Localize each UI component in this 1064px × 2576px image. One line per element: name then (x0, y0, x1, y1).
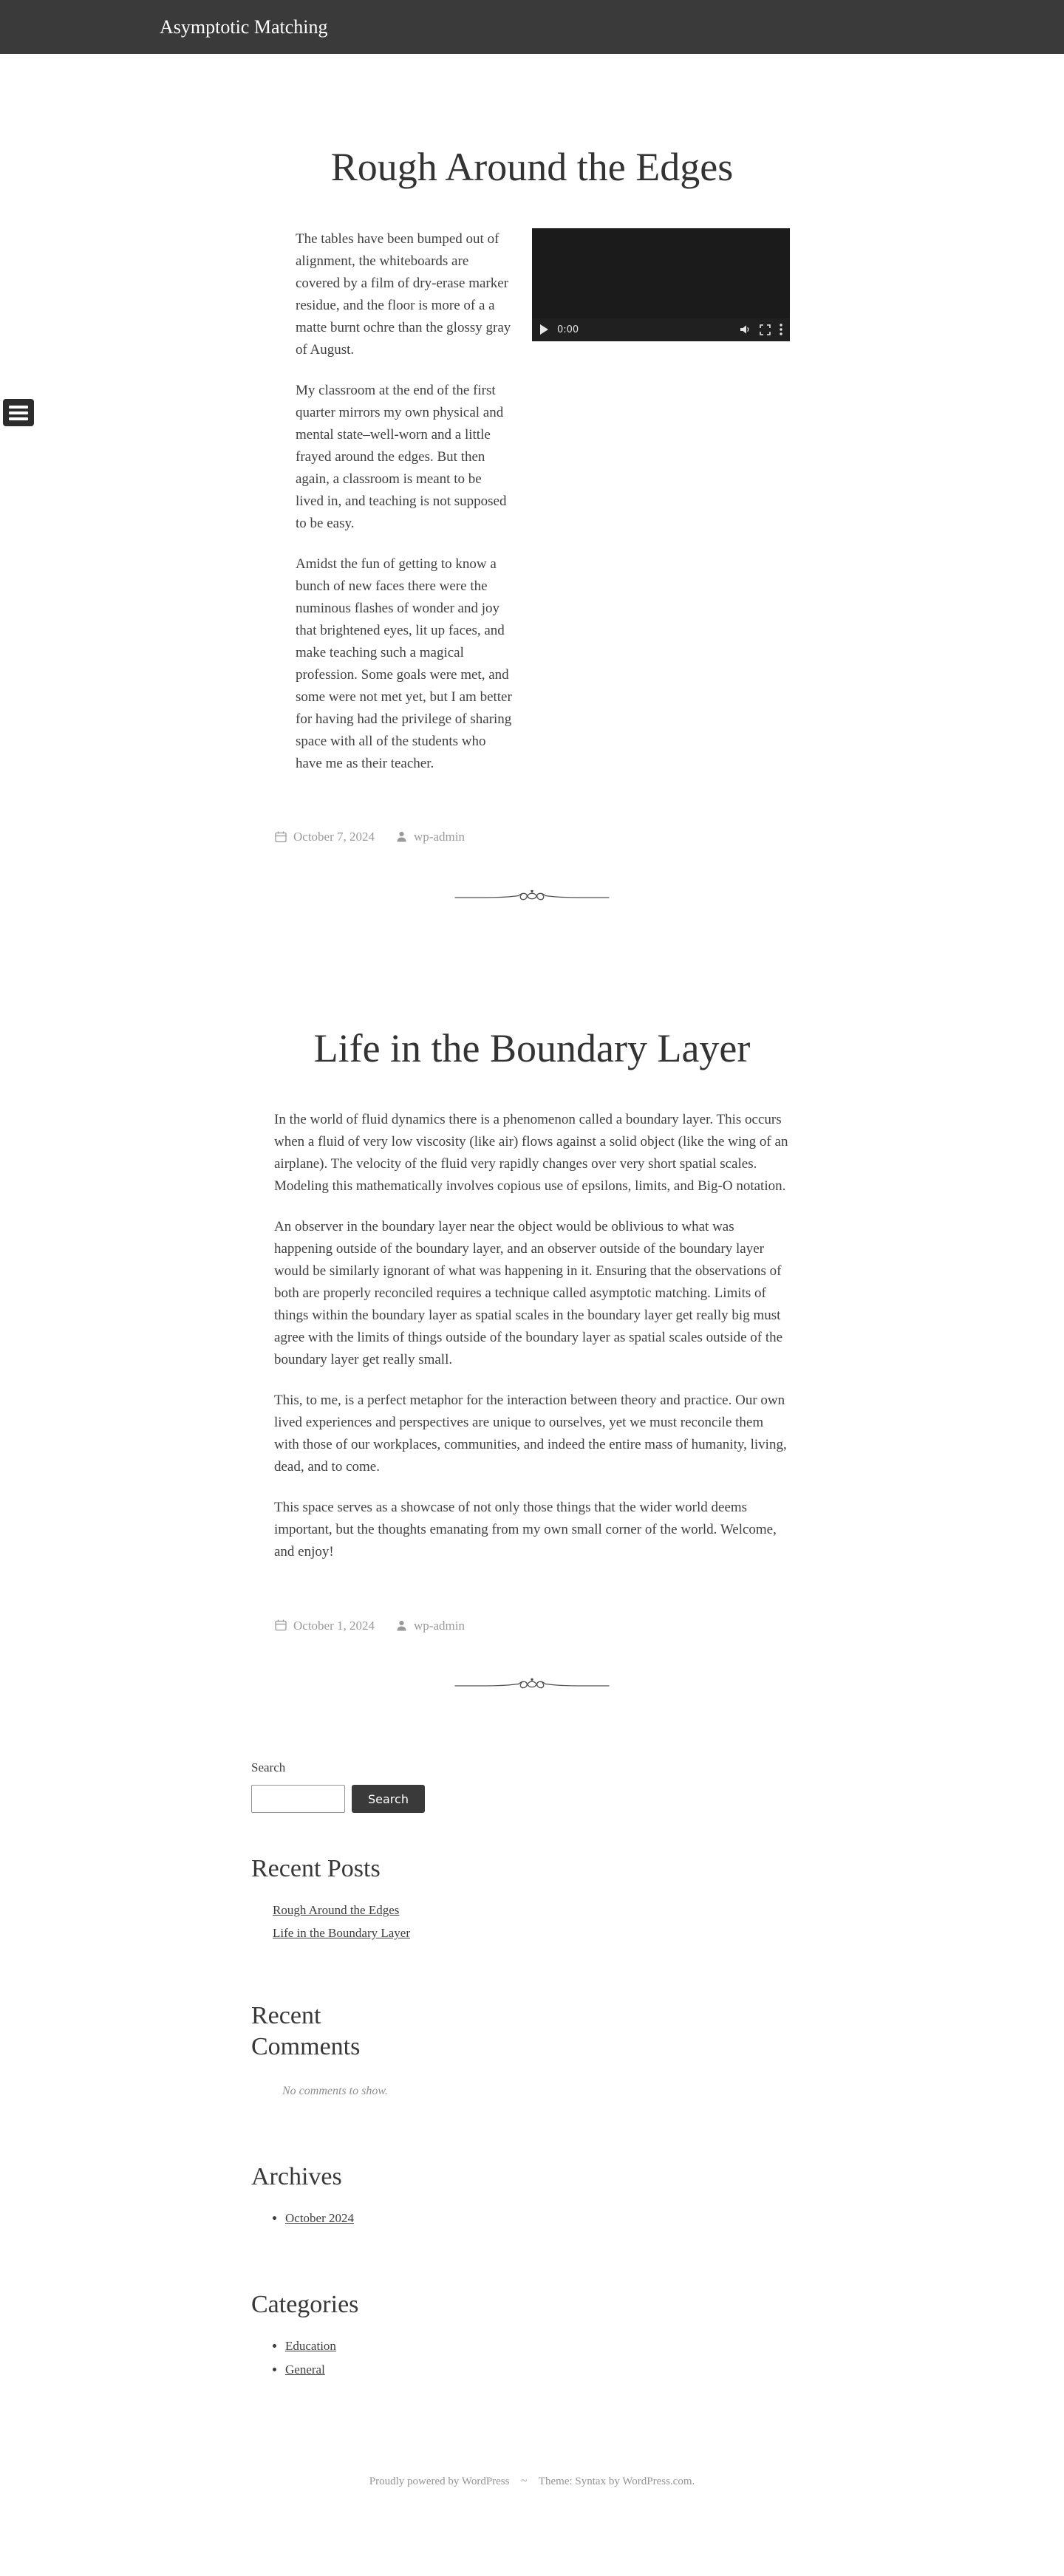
post-text-column (296, 228, 512, 775)
post-author-link[interactable]: wp-admin (414, 830, 465, 844)
recent-comments-widget (251, 2001, 429, 2102)
post-content (274, 1109, 790, 1563)
video-screen (532, 228, 790, 318)
person-icon (395, 1619, 408, 1632)
archive-link[interactable]: October 2024 (285, 2211, 355, 2225)
fullscreen-button[interactable] (760, 324, 771, 335)
menu-toggle-button[interactable] (3, 399, 34, 426)
widget-title-archives: Archives (251, 2163, 342, 2190)
recent-post-item (273, 1902, 429, 1919)
main-content (251, 143, 791, 2378)
post-paragraph: Amidst the fun of getting to know a bunch of new faces there were the numinous flashes of wonder and joy that brightened eyes, lit up faces, and make teaching such a magical profession. Some goals were met, and some were not met yet, but I am better for having had the privilege of sharing space with all of the students who have me as their teacher. (296, 556, 512, 771)
widget-title-categories: Categories (251, 2291, 359, 2318)
video-current-time: 0:00 (557, 324, 579, 335)
recent-post-item (273, 1925, 429, 1941)
flourish-divider (450, 1675, 614, 1701)
site-header (0, 0, 1064, 54)
archive-item (285, 2210, 429, 2227)
search-button[interactable]: Search (352, 1785, 425, 1813)
post-paragraph: The tables have been bumped out of alignment, the whiteboards are covered by a film of dry-erase marker residue, and the floor is more of a a matte burnt ochre than the glossy gray of August. (296, 230, 511, 358)
search-widget (251, 1757, 429, 1813)
post-title[interactable]: Life in the Boundary Layer (313, 1025, 751, 1070)
post-date-link[interactable]: October 7, 2024 (293, 830, 375, 844)
site-title-link[interactable]: Asymptotic Matching (160, 16, 328, 38)
powered-by-link[interactable]: Proudly powered by WordPress (369, 2476, 510, 2487)
post-date (274, 830, 375, 844)
post-paragraph: My classroom at the end of the first quarter mirrors my own physical and mental state–well-worn and a little frayed around the edges. But then again, a classroom is meant to be lived in, and teaching is not supposed to be easy. (296, 382, 507, 531)
categories-widget (251, 2289, 429, 2378)
post-content (274, 228, 790, 775)
play-icon (539, 324, 548, 335)
post-paragraph: An observer in the boundary layer near the object would be oblivious to what was happening outside of the boundary layer, and an observer outside of the boundary layer would be similarly ignorant of what was happening in it. Ensuring that the observations of both are properly reconciled requires a technique called asymptotic matching. Limits of things within the boundary layer as spatial scales in the boundary layer get really big must agree with the limits of things outside of the boundary layer as spatial scales outside of the boundary layer get really small. (274, 1219, 783, 1367)
footer-separator: ~ (521, 2476, 528, 2487)
post-date (274, 1619, 375, 1632)
category-link[interactable]: Education (285, 2339, 336, 2353)
recent-post-link[interactable]: Rough Around the Edges (273, 1903, 400, 1917)
post-author-link[interactable]: wp-admin (414, 1618, 465, 1633)
post-life-in-the-boundary-layer (274, 1024, 790, 1702)
category-link[interactable]: General (285, 2363, 325, 2377)
mute-button[interactable] (739, 324, 751, 335)
widget-title-recent-comments: Recent Comments (251, 2002, 361, 2060)
theme-credit-link[interactable]: Theme: Syntax by WordPress.com. (538, 2476, 695, 2487)
video-player[interactable] (532, 228, 790, 341)
post-paragraph: This, to me, is a perfect metaphor for the interaction between theory and practice. Our own lived experiences and perspectives are unique to ourselves, yet we must reconcile them with those of our workplaces, communities, and indeed the entire mass of humanity, living, dead, and to come. (274, 1393, 787, 1475)
recent-post-link[interactable]: Life in the Boundary Layer (273, 1926, 410, 1940)
post-meta (274, 830, 790, 844)
recent-posts-widget (251, 1854, 429, 1941)
calendar-icon (274, 1619, 287, 1632)
archives-widget (251, 2162, 429, 2227)
post-paragraph: This space serves as a showcase of not only those things that the wider world deems important, but the thoughts emanating from my own small corner of the world. Welcome, and enjoy! (274, 1500, 777, 1559)
flourish-divider (450, 886, 614, 913)
post-author (395, 1619, 465, 1632)
search-label: Search (251, 1760, 286, 1774)
volume-icon (739, 324, 751, 335)
category-item (285, 2338, 429, 2354)
no-comments-message: No comments to show. (282, 2085, 388, 2097)
fullscreen-icon (760, 324, 771, 335)
post-rough-around-the-edges (274, 143, 790, 913)
hamburger-icon (9, 406, 28, 420)
kebab-menu-icon (780, 324, 782, 335)
post-title[interactable]: Rough Around the Edges (330, 145, 734, 189)
person-icon (395, 830, 408, 843)
search-input[interactable] (251, 1785, 345, 1813)
widget-title-recent-posts: Recent Posts (251, 1855, 381, 1882)
post-meta (274, 1619, 790, 1632)
more-options-button[interactable] (780, 324, 782, 335)
post-author (395, 830, 465, 843)
play-button[interactable] (539, 324, 548, 335)
post-date-link[interactable]: October 1, 2024 (293, 1618, 375, 1633)
category-item (285, 2362, 429, 2378)
post-paragraph: In the world of fluid dynamics there is a phenomenon called a boundary layer. This occurs when a fluid of very low viscosity (like air) flows against a solid object (like the wing of an airplane). The velocity of the fluid very rapidly changes over very short spatial scales. Modeling this mathematically involves copious use of epsilons, limits, and Big-O notation. (274, 1112, 788, 1194)
video-controls (532, 318, 790, 341)
calendar-icon (274, 830, 287, 844)
site-footer (0, 2470, 1064, 2521)
widget-area (251, 1757, 791, 2378)
